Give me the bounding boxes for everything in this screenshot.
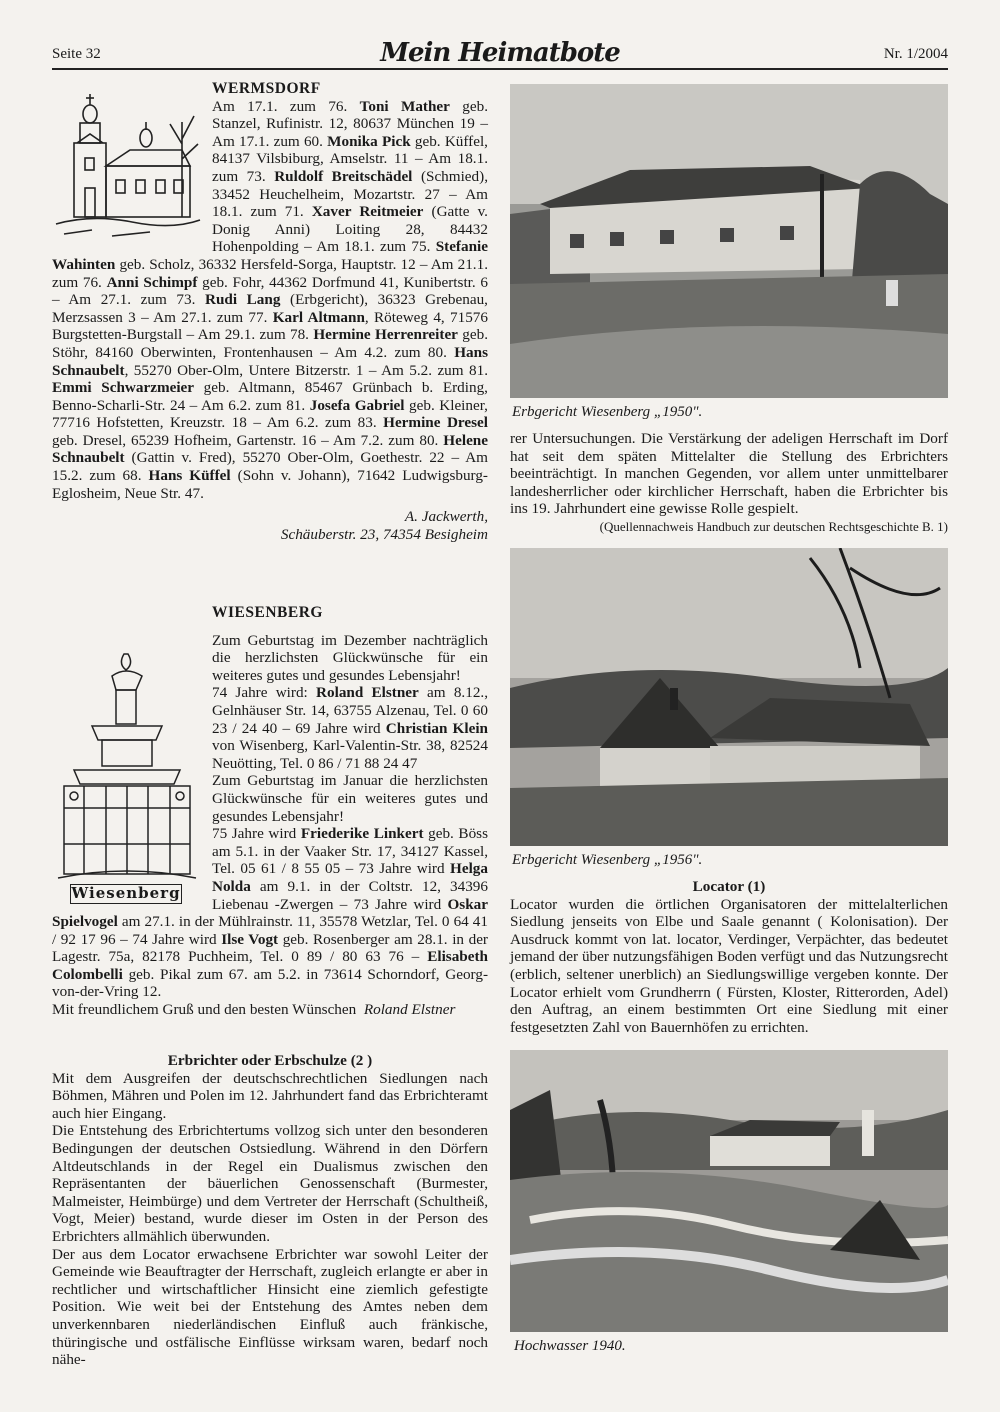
birthday-name: Helene Schnaubelt: [52, 431, 488, 467]
emblem-label: Wiesenberg: [71, 884, 181, 902]
birthday-name: Toni Mather: [359, 97, 450, 115]
source-note: (Quellennachweis Handbuch zur deutschen Rechtsgeschichte B. 1): [599, 518, 948, 534]
fountain-icon: [52, 648, 202, 884]
page-number: Seite 32: [52, 46, 101, 62]
publication-title: Mein Heimatbote: [380, 38, 620, 68]
signature-name: A. Jackwerth,: [404, 508, 488, 526]
header-rule: [52, 68, 948, 70]
wiesenberg-january-entries: 75 Jahre wird Friederike Linkert geb. Böss am 5.1. in der Vaaker Str. 17, 34127 Kassel, Tel. 05 61 / 8 55 05 – 73 Jahre wird Helga Nolda am 9.1. in der Coltstr. 12, 34396 Liebenau -Zwergen – 73 Jahre wird Oskar Spielvogel am 27.1. in der Mühlrainstr. 11, 35578 Wetzlar, Tel. 0 64 41 / 92 17 96 – 74 Jahre wird Ilse Vogt geb. Rosenberger am 28.1. in der Lagestr. 75a, 82178 Puchheim, Tel. 0 89 / 80 63 76 – Elisabeth Colombelli geb. Pikal zum 67. am 5.2. in 73614 Schorndorf, Georg-von-der-Vring 12.: [52, 825, 488, 1001]
photo1-caption: Erbgericht Wiesenberg „1950".: [512, 404, 703, 420]
wermsdorf-title: WERMSDORF: [212, 80, 321, 97]
erbrichter-section: [52, 1052, 488, 1369]
wiesenberg-closing: Mit freundlichem Gruß und den besten Wünschen Roland Elstner: [52, 1001, 456, 1019]
birthday-name: Helga Nolda: [212, 860, 488, 895]
wiesenberg-intro-january: Zum Geburtstag im Januar die herzlichsten Glückwünsche für ein weiteres gutes und gesundes Lebensjahr!: [212, 772, 488, 825]
birthday-name: Hermine Herrenreiter: [313, 326, 458, 344]
birthday-name: Stefanie Wahinten: [52, 238, 488, 273]
photo3-caption: Hochwasser 1940.: [514, 1338, 626, 1354]
birthday-name: Rudi Lang: [204, 291, 281, 309]
birthday-name: Oskar Spielvogel: [52, 895, 488, 931]
birthday-name: Friederike Linkert: [300, 825, 424, 843]
locator-text: Locator wurden die örtlichen Organisatoren der mittelalterlichen Siedlung jenseits von Elbe und Saale genannt ( Kolonisation). Der Ausdruck kommt von lat. locator, Verdinger, Verpächter, das bedeutet jemand der über nutzungsfähigen Boden verfügt und das Nutzungsrecht (erblich, seltener unerblich) an Siedlungswillige vergeben konnte. Der Locator erhielt vom Grundherrn ( Fürsten, Kloster, Ritterorden, Adel) den Auftrag, an einem bestimmten Ort eine Siedlung mit einer festgesetzten Zahl von Bauernhöfen zu errichten.: [510, 895, 948, 1036]
photo-erbgericht-1950: [510, 84, 948, 398]
birthday-name: Monika Pick: [327, 132, 411, 150]
issue-number: Nr. 1/2004: [883, 46, 948, 62]
birthday-name: Ruldolf Breitschädel: [274, 167, 413, 185]
erbrichter-continuation: rer Untersuchungen. Die Verstärkung der adeligen Herrschaft im Dorf hat seit dem späten Mittelalter die Stellung des Erbrichters beeinträchtigt. In manchen Gegenden, vor allem unter unmittelbarer landesherrlicher oder kirchlicher Herrschaft, haben die Erbrichter bis ins 19. Jahrhundert eine gewisse Rolle gespielt. (Quellennachweis Handbuch zur deutschen Rechtsgeschichte B. 1): [510, 430, 948, 534]
birthday-name: Karl Altmann: [272, 308, 365, 326]
wiesenberg-december-entries: 74 Jahre wird: Roland Elstner am 8.12., Gelnhäuser Str. 14, 63755 Alzenau, Tel. 0 60 23 / 24 40 – 69 Jahre wird Christian Klein von Wisenberg, Karl-Valentin-Str. 38, 82524 Neuötting, Tel. 0 86 / 71 88 24 47: [212, 684, 489, 772]
wiesenberg-section: [52, 604, 488, 1019]
wiesenberg-emblem: [52, 648, 202, 910]
birthday-name: Emmi Schwarzmeier: [52, 379, 195, 397]
erbrichter-paragraph: Die Entstehung des Erbrichtertums vollzog sich unter den besonderen Bedingungen der deutschen Ostsiedlung. Während in den Dörfern Altdeutschlands in der Regel ein Dualismus zwischen den Repräsentanten der bäuerlichen Genossenschaft (Burmester, Malmeister, Heimbürge) und dem Vertreter der Herrschaft (Schultheiß, Vogt, Meier) bestand, wurde dieser im Osten in der Person des Erbrichters allmählich überwunden.: [52, 1122, 488, 1245]
locator-section: [510, 878, 948, 1036]
signature-address: Schäuberstr. 23, 74354 Besigheim: [280, 525, 488, 543]
erbrichter-paragraph: Mit dem Ausgreifen der deutschschrechtlichen Siedlungen nach Böhmen, Mähren und Polen im 12. Jahrhundert fand das Erbrichteramt auch hier Eingang.: [52, 1069, 488, 1122]
closing-signature: Roland Elstner: [363, 1001, 456, 1019]
page-header: [52, 38, 948, 68]
birthday-name: Xaver Reitmeier: [311, 203, 424, 221]
wermsdorf-section: [52, 80, 488, 543]
photo-hochwasser-1940: [510, 1050, 948, 1332]
erbrichter-paragraph: Der aus dem Locator erwachsene Erbrichter war sowohl Leiter der Gemeinde wie Beauftragter der Herrschaft, zugleich erlangte er aber in rechtlicher und wirtschaftlicher Hinsicht eine ziemlich gefestigte Position. Wie weit bei der Entstehung des Amtes neben dem unverkennbaren niederländischen Einfluß auch fränkische, thüringische und ostfälische Einflüsse wirksam waren, bedarf noch nähe-: [52, 1245, 488, 1369]
photo2-caption: Erbgericht Wiesenberg „1956".: [512, 852, 703, 868]
photo-erbgericht-1956: [510, 548, 948, 846]
birthday-name: Roland Elstner: [316, 684, 419, 702]
church-illustration: [52, 84, 202, 246]
birthday-name: Hermine Dresel: [383, 414, 488, 432]
birthday-name: Hans Küffel: [148, 467, 231, 485]
birthday-name: Christian Klein: [385, 719, 488, 737]
locator-title: Locator (1): [692, 878, 766, 895]
wermsdorf-entries: Am 17.1. zum 76. Toni Mather geb. Stanzel, Rufinistr. 12, 80637 München 19 – Am 17.1. zum 60. Monika Pick geb. Küffel, 84137 Vilsbiburg, Amselstr. 11 – Am 18.1. zum 73. Ruldolf Breitschädel (Schmied), 33452 Heuchelheim, Mozartstr. 27 – Am 18.1. zum 71. Xaver Reitmeier (Gatte v. Donig Anni) Loiting 28, 84432 Hohenpolding – Am 18.1. zum 75. Stefanie Wahinten geb. Scholz, 36332 Hersfeld-Sorga, Hauptstr. 12 – Am 21.1. zum 76. Anni Schimpf geb. Fohr, 44362 Dorfmund 41, Kunibertstr. 6 – Am 27.1. zum 73. Rudi Lang (Erbgericht), 36323 Grebenau, Merzsassen 3 – Am 27.1. zum 77. Karl Altmann, Röteweg 4, 71576 Burgstetten-Burgstall – Am 29.1. zum 78. Hermine Herrenreiter geb. Stöhr, 84160 Oberwinten, Frontenhausen – Am 4.2. zum 80. Hans Schnaubelt, 55270 Ober-Olm, Untere Bitzerstr. 1 – Am 5.2. zum 81. Emmi Schwarzmeier geb. Altmann, 85467 Grünbach b. Erding, Benno-Scharli-Str. 24 – Am 6.2. zum 81. Josefa Gabriel geb. Kleiner, 77716 Hofstetten, Kreuzstr. 18 – Am 6.2. zum 83. Hermine Dresel geb. Dresel, 65239 Hofheim, Gartenstr. 16 – Am 7.2. zum 80. Helene Schnaubelt (Gattin v. Fred), 55270 Ober-Olm, Goethestr. 22 – Am 15.2. zum 68. Hans Küffel (Sohn v. Johann), 71642 Ludwigsburg-Eglosheim, Neue Str. 47.: [52, 97, 488, 502]
birthday-name: Anni Schimpf: [106, 273, 198, 291]
birthday-name: Josefa Gabriel: [309, 396, 405, 414]
birthday-name: Elisabeth Colombelli: [52, 948, 488, 983]
birthday-name: Ilse Vogt: [221, 930, 279, 948]
erbrichter-title: Erbrichter oder Erbschulze (2 ): [167, 1052, 373, 1069]
birthday-name: Hans Schnaubelt: [52, 343, 488, 379]
wiesenberg-title: WIESENBERG: [212, 604, 323, 621]
wiesenberg-intro-december: Zum Geburtstag im Dezember nachträglich die herzlichsten Glückwünsche für ein weiteres gutes und gesundes Lebensjahr!: [212, 631, 488, 684]
